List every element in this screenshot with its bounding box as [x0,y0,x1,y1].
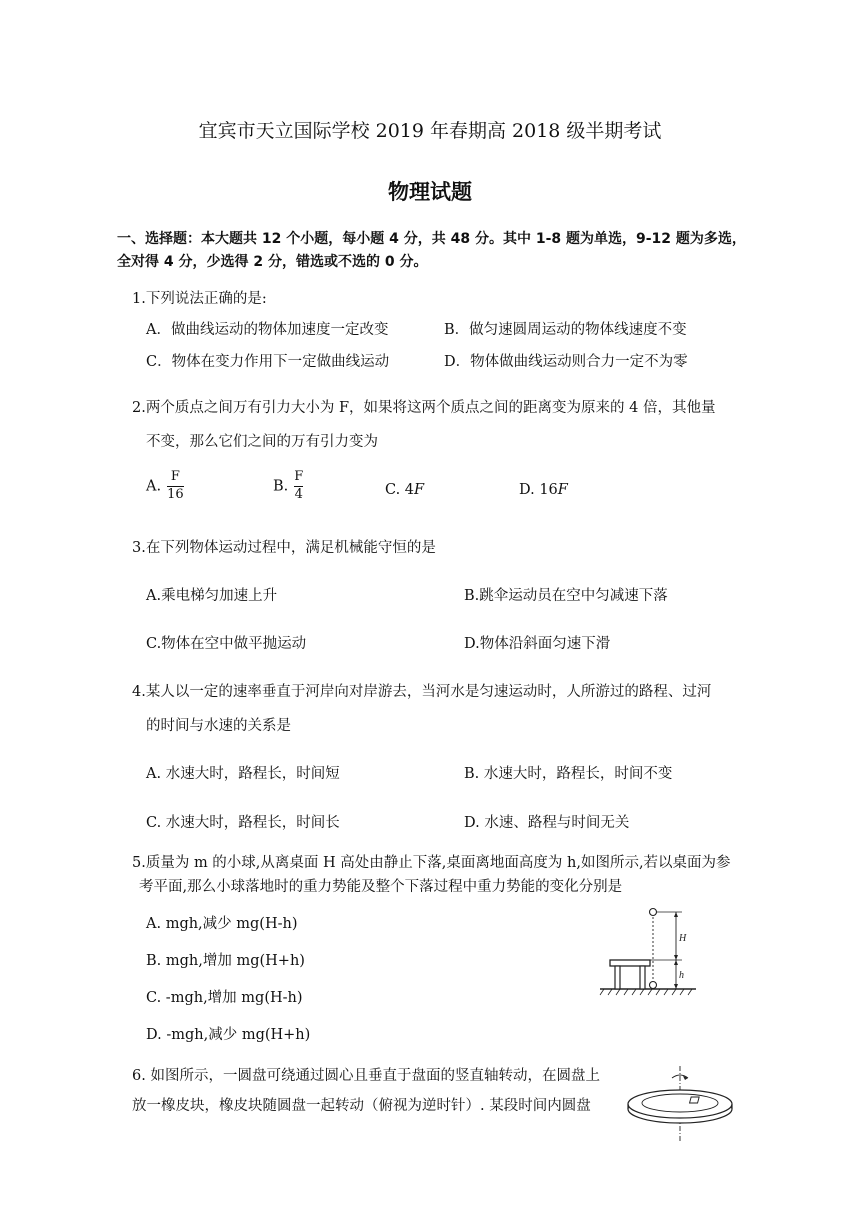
ground-hatching [600,989,692,995]
option-c-variable: F [414,482,425,498]
question-3-option-c: C.物体在空中做平抛运动 [146,636,307,652]
question-6-stem-line2: 放一橡皮块，橡皮块随圆盘一起转动（俯视为逆时针）. 某段时间内圆盘 [132,1098,591,1114]
label-H: H [679,933,687,944]
section-instructions-line1: 一、选择题：本大题共 12 个小题，每小题 4 分，共 48 分。其中 1-8 题为单选，9-12 题为多选， [117,231,746,247]
question-2-option-a [146,470,184,503]
question-1-option-b: B．做匀速圆周运动的物体线速度不变 [444,322,687,338]
question-1-stem: 1.下列说法正确的是: [132,291,267,307]
question-1-option-c: C．物体在变力作用下一定做曲线运动 [146,354,390,370]
falling-ball-diagram [596,905,700,997]
fraction-numerator: F [170,469,180,484]
fraction-f-over-16 [167,470,184,503]
question-5-option-d: D. -mgh,减少 mg(H+h) [146,1027,311,1043]
fraction-denominator: 16 [167,486,184,502]
question-4-stem-line1: 4.某人以一定的速率垂直于河岸向对岸游去，当河水是匀速运动时，人所游过的路程、过河 [132,684,712,700]
option-b-label: B. [273,478,289,495]
option-a-label: A. [146,478,162,495]
option-c-label: C. 4 [385,482,415,498]
question-5-option-c: C. -mgh,增加 mg(H-h) [146,990,303,1006]
question-4-option-c: C. 水速大时，路程长，时间长 [146,815,340,831]
rotating-disk-diagram [622,1064,738,1144]
ball-start [650,909,657,916]
fraction-f-over-4 [294,470,303,503]
label-h: h [679,970,684,981]
option-d-label: D. 16 [519,482,558,498]
question-3-option-d: D.物体沿斜面匀速下滑 [464,636,611,652]
question-5-option-b: B. mgh,增加 mg(H+h) [146,953,305,969]
subject-title: 物理试题 [388,180,472,204]
question-1-option-a: A．做曲线运动的物体加速度一定改变 [146,322,389,338]
section-instructions-line2: 全对得 4 分，少选得 2 分，错选或不选的 0 分。 [117,254,428,270]
question-6-stem-line1: 6. 如图所示，一圆盘可绕通过圆心且垂直于盘面的竖直轴转动，在圆盘上 [132,1068,600,1084]
table-leg-right [640,966,645,989]
question-4-option-b: B. 水速大时，路程长，时间不变 [464,766,673,782]
table-leg-left [615,966,620,989]
ball-ground [650,982,657,989]
question-5-option-a: A. mgh,减少 mg(H-h) [146,916,298,932]
question-2-option-d [519,482,568,498]
question-4-option-a: A. 水速大时，路程长，时间短 [146,766,340,782]
question-3-stem: 3.在下列物体运动过程中，满足机械能守恒的是 [132,540,436,556]
table-top [610,960,650,966]
question-1-option-d: D．物体做曲线运动则合力一定不为零 [444,354,688,370]
question-3-option-b: B.跳伞运动员在空中匀减速下落 [464,588,668,604]
fraction-numerator: F [294,469,304,484]
exam-title: 宜宾市天立国际学校 2019 年春期高 2018 级半期考试 [198,120,662,142]
rubber-block [690,1097,700,1103]
question-4-option-d: D. 水速、路程与时间无关 [464,815,630,831]
question-2-stem-line1: 2.两个质点之间万有引力大小为 F，如果将这两个质点之间的距离变为原来的 4 倍，其他量 [132,400,716,416]
option-d-variable: F [557,482,568,498]
question-3-option-a: A.乘电梯匀加速上升 [146,588,278,604]
question-5-stem-line2: 考平面,那么小球落地时的重力势能及整个下落过程中重力势能的变化分别是 [139,879,623,895]
question-4-stem-line2: 的时间与水速的关系是 [146,718,291,734]
fraction-denominator: 4 [294,486,303,502]
question-5-stem-line1: 5.质量为 m 的小球,从离桌面 H 高处由静止下落,桌面离地面高度为 h,如图所示,若以桌面为参 [132,855,731,871]
question-2-option-c [385,482,424,498]
question-2-option-b [273,470,303,503]
question-2-stem-line2: 不变，那么它们之间的万有引力变为 [146,434,378,450]
